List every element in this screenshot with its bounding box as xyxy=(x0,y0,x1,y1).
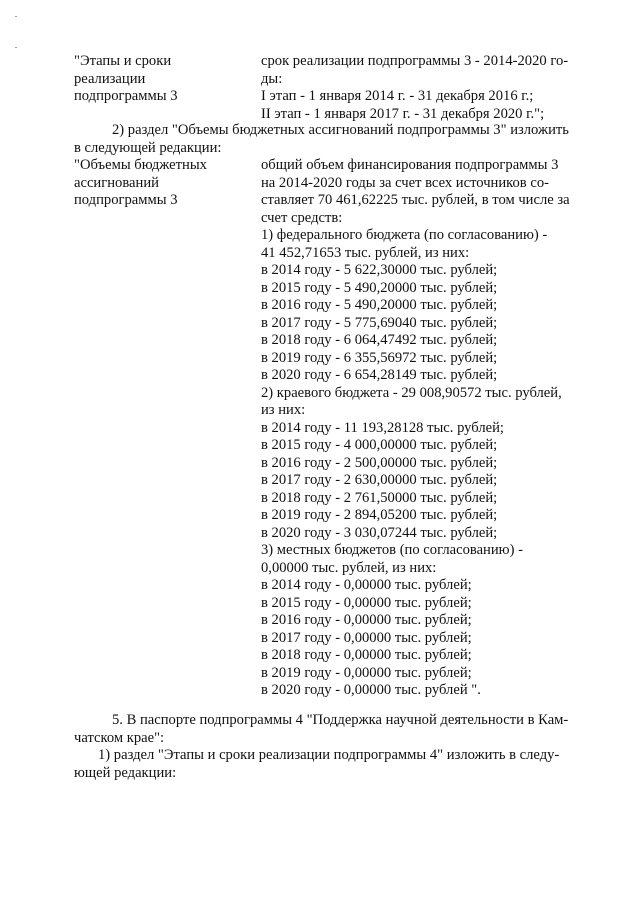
text-line: в 2014 году - 11 193,28128 тыс. рублей; xyxy=(261,419,504,436)
text-line: в 2014 году - 0,00000 тыс. рублей; xyxy=(261,577,472,593)
text-line: ющей редакции: xyxy=(74,764,177,781)
text-line: 1) федерального бюджета (по согласованию) - xyxy=(261,227,548,243)
text-line: общий объем финансирования подпрограммы 3 xyxy=(261,157,559,173)
text-line: в 2018 году - 0,00000 тыс. рублей; xyxy=(261,647,472,663)
text-line: "Объемы бюджетных xyxy=(74,157,207,173)
text-line: 41 452,71653 тыс. рублей, из них: xyxy=(261,244,470,261)
text-line: в 2020 году - 0,00000 тыс. рублей ". xyxy=(261,682,481,698)
stages-label xyxy=(74,53,249,106)
text-line: в 2017 году - 5 775,69040 тыс. рублей; xyxy=(261,314,498,331)
text-line: реализации xyxy=(74,70,146,87)
text-line: ды: xyxy=(261,70,283,87)
text-line: в 2019 году - 6 355,56972 тыс. рублей; xyxy=(261,349,498,366)
text-line: 5. В паспорте подпрограммы 4 "Поддержка научной деятельности в Кам- xyxy=(112,712,569,728)
text-line: 2) раздел "Объемы бюджетных ассигнований подпрограммы 3" изложить xyxy=(112,122,569,138)
text-line: счет средств: xyxy=(261,209,343,226)
stages-value xyxy=(261,53,596,123)
paragraph-2 xyxy=(74,122,596,157)
text-line: 2) краевого бюджета - 29 008,90572 тыс. рублей, xyxy=(261,384,562,401)
text-line: в 2017 году - 0,00000 тыс. рублей; xyxy=(261,629,472,646)
paragraph-5 xyxy=(74,712,596,747)
text-line: на 2014-2020 годы за счет всех источников со- xyxy=(261,174,549,191)
text-line: I этап - 1 января 2014 г. - 31 декабря 2016 г.; xyxy=(261,88,534,104)
text-line: в 2017 году - 2 630,00000 тыс. рублей; xyxy=(261,472,498,488)
text-line: II этап - 1 января 2017 г. - 31 декабря 2020 г."; xyxy=(261,105,545,122)
text-line: 0,00000 тыс. рублей, из них: xyxy=(261,559,437,576)
budget-value xyxy=(261,157,596,700)
text-line: в 2015 году - 5 490,20000 тыс. рублей; xyxy=(261,279,498,296)
text-line: в 2018 году - 2 761,50000 тыс. рублей; xyxy=(261,489,498,506)
text-line: из них: xyxy=(261,402,306,418)
text-line: в 2018 году - 6 064,47492 тыс. рублей; xyxy=(261,332,498,348)
text-line: 3) местных бюджетов (по согласованию) - xyxy=(261,542,523,558)
text-line: в 2015 году - 0,00000 тыс. рублей; xyxy=(261,594,472,611)
text-line: "Этапы и сроки xyxy=(74,53,172,69)
text-line: чатском крае": xyxy=(74,729,165,746)
text-line: 1) раздел "Этапы и сроки реализации подпрограммы 4" изложить в следу- xyxy=(98,747,560,763)
text-line: в 2020 году - 6 654,28149 тыс. рублей; xyxy=(261,367,498,383)
text-line: в 2014 году - 5 622,30000 тыс. рублей; xyxy=(261,262,498,278)
scan-mark xyxy=(15,47,17,48)
budget-label xyxy=(74,157,249,210)
text-line: срок реализации подпрограммы 3 - 2014-2020 го- xyxy=(261,53,569,69)
text-line: подпрограммы 3 xyxy=(74,192,178,208)
text-line: в 2016 году - 0,00000 тыс. рублей; xyxy=(261,612,472,628)
text-line: ставляет 70 461,62225 тыс. рублей, в том числе за xyxy=(261,192,570,208)
text-line: ассигнований xyxy=(74,174,159,191)
text-line: в следующей редакции: xyxy=(74,139,222,156)
paragraph-6 xyxy=(74,747,596,782)
text-line: в 2016 году - 2 500,00000 тыс. рублей; xyxy=(261,454,498,471)
scan-mark xyxy=(15,16,17,17)
text-line: в 2020 году - 3 030,07244 тыс. рублей; xyxy=(261,524,498,541)
text-line: в 2016 году - 5 490,20000 тыс. рублей; xyxy=(261,297,498,313)
text-line: в 2019 году - 0,00000 тыс. рублей; xyxy=(261,664,472,681)
text-line: в 2019 году - 2 894,05200 тыс. рублей; xyxy=(261,507,498,523)
text-line: подпрограммы 3 xyxy=(74,88,178,104)
text-line: в 2015 году - 4 000,00000 тыс. рублей; xyxy=(261,437,498,453)
